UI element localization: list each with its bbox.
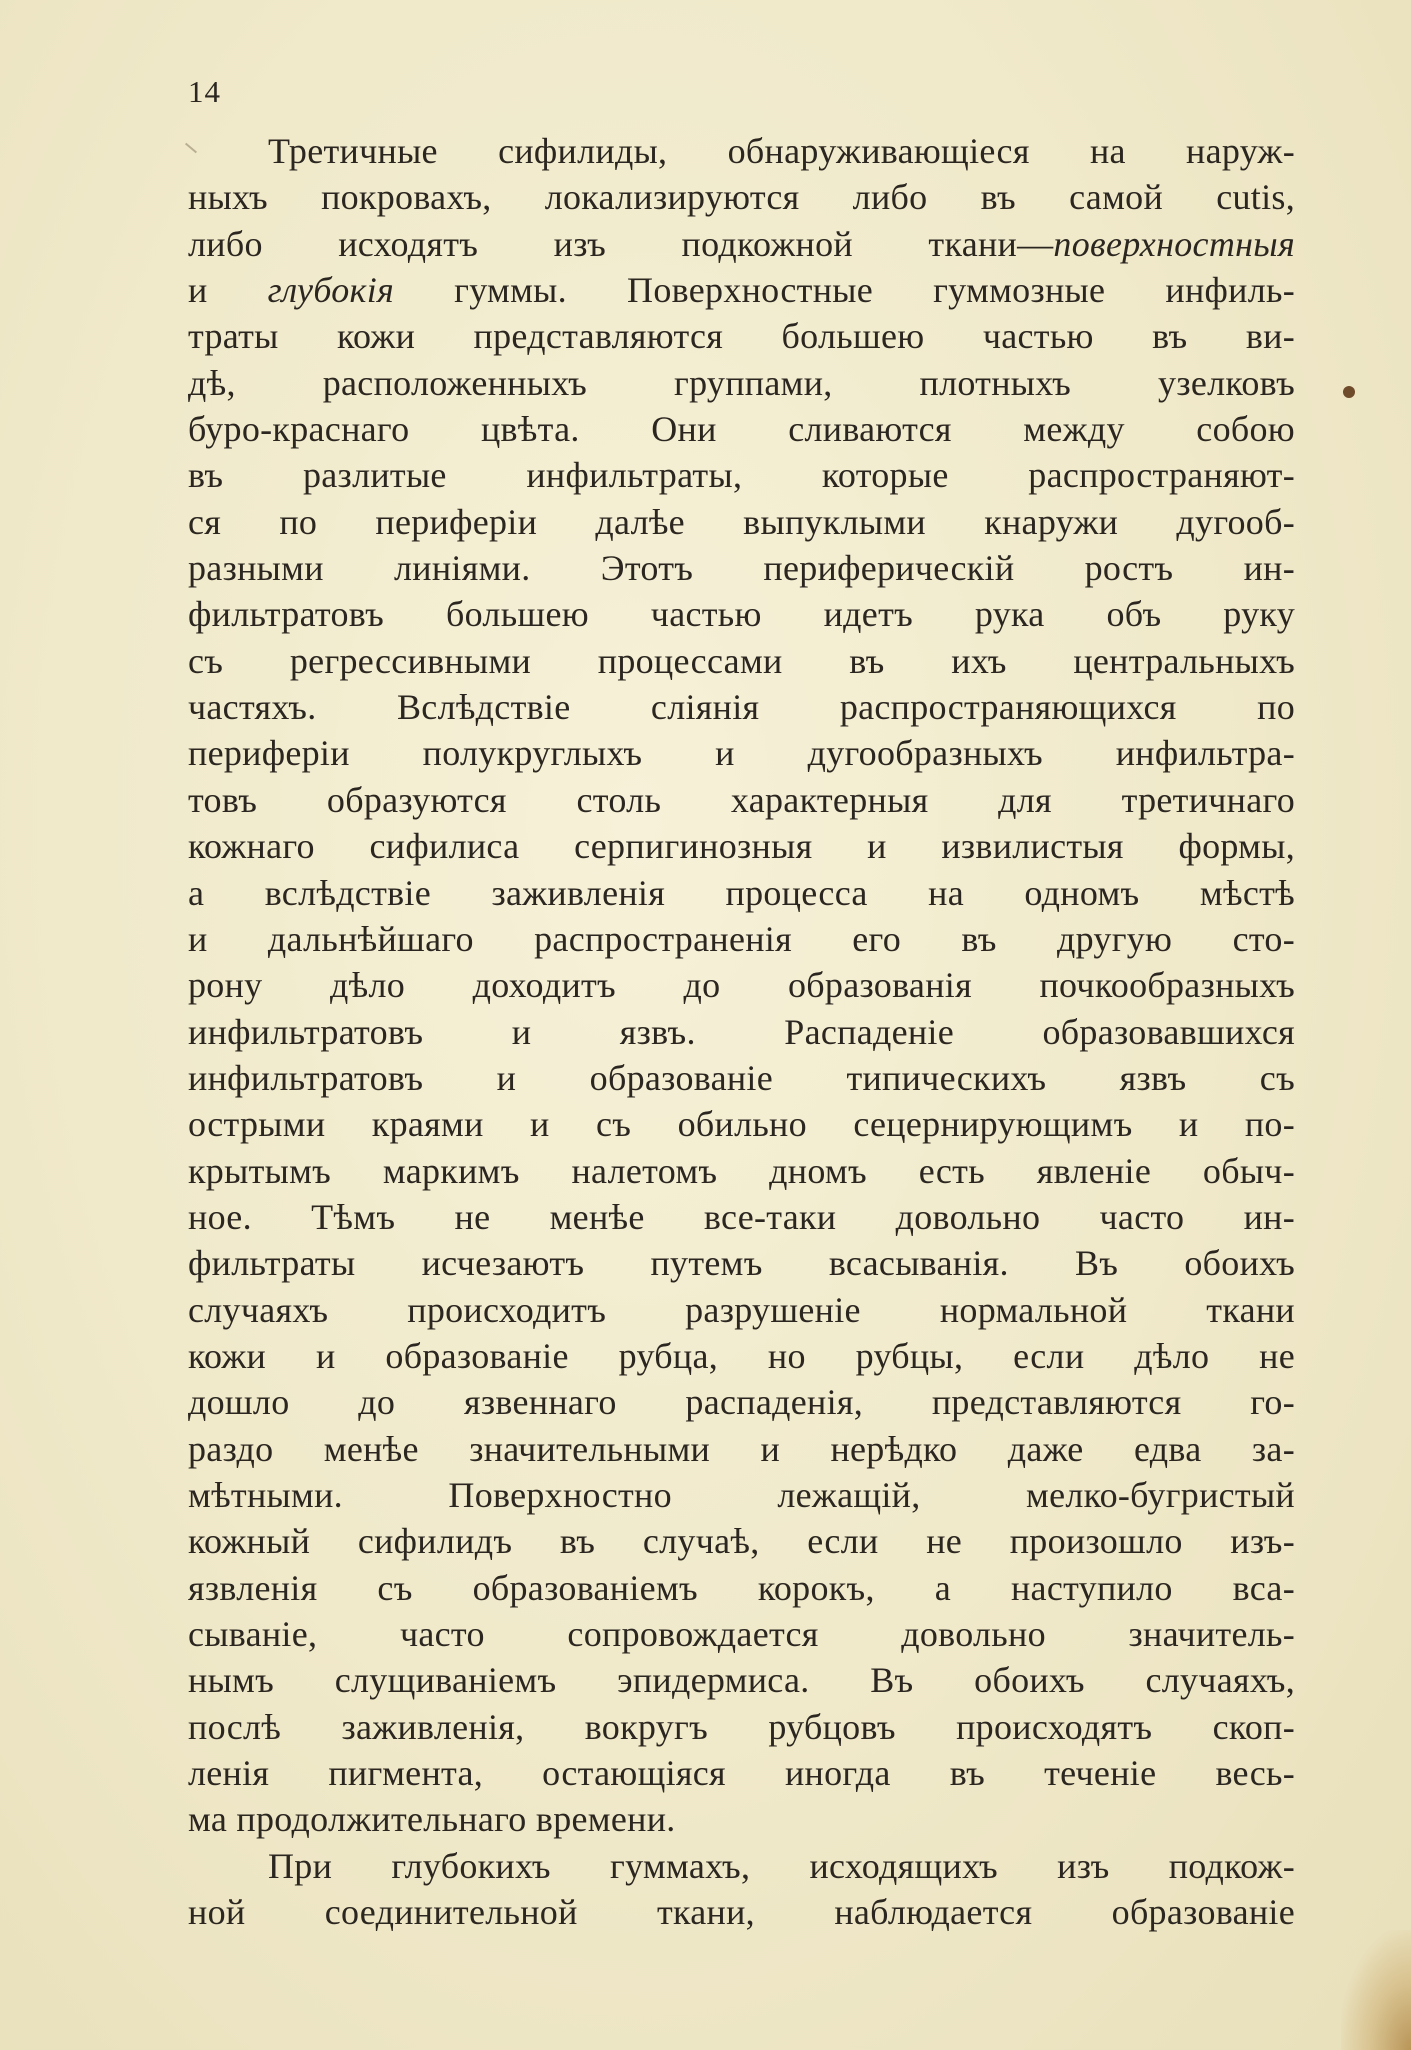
text-line: кожный сифилидъ въ случаѣ, если не произошло изъ- bbox=[188, 1521, 1295, 1562]
text-line bbox=[188, 267, 1295, 313]
italic-term: поверхностныя bbox=[1053, 223, 1295, 264]
text-fragment: гуммы. Поверхностные гуммозные инфиль- bbox=[394, 270, 1295, 311]
text-line: рону дѣло доходитъ до образованія почкообразныхъ bbox=[188, 965, 1295, 1006]
text-fragment: и bbox=[188, 270, 268, 311]
text-line: крытымъ маркимъ налетомъ дномъ есть явленіе обыч- bbox=[188, 1150, 1295, 1191]
ink-spot bbox=[1343, 386, 1355, 398]
text-line: дошло до язвеннаго распаденія, представляются го- bbox=[188, 1382, 1295, 1423]
text-line: случаяхъ происходитъ разрушеніе нормальной ткани bbox=[188, 1289, 1295, 1330]
text-line: ное. Тѣмъ не менѣе все-таки довольно часто ин- bbox=[188, 1196, 1295, 1237]
text-line: При глубокихъ гуммахъ, исходящихъ изъ подкож- bbox=[268, 1845, 1295, 1886]
body-text bbox=[188, 128, 1295, 1935]
text-line: инфильтратовъ и образованіе типическихъ язвъ съ bbox=[188, 1057, 1295, 1098]
text-line bbox=[188, 221, 1295, 267]
text-line: ныхъ покровахъ, локализируются либо въ самой cutis, bbox=[188, 177, 1295, 218]
text-line: буро-краснаго цвѣта. Они сливаются между собою bbox=[188, 409, 1295, 450]
text-line: мѣтными. Поверхностно лежащій, мелко-бугристый bbox=[188, 1474, 1295, 1515]
text-line: сываніе, часто сопровождается довольно значитель- bbox=[188, 1614, 1295, 1654]
text-line: нымъ слущиваніемъ эпидермиса. Въ обоихъ случаяхъ, bbox=[188, 1660, 1295, 1701]
text-line: разными линіями. Этотъ периферическій ростъ ин- bbox=[188, 548, 1295, 589]
text-line: кожи и образованіе рубца, но рубцы, если дѣло не bbox=[188, 1335, 1295, 1376]
corner-stain bbox=[1341, 1930, 1411, 2050]
text-line: ся по периферіи далѣе выпуклыми кнаружи дугооб- bbox=[188, 501, 1295, 542]
text-line: ной соединительной ткани, наблюдается образованіе bbox=[188, 1892, 1295, 1933]
italic-term: глубокія bbox=[267, 270, 395, 311]
text-line: въ разлитые инфильтраты, которые распространяют- bbox=[188, 455, 1295, 496]
text-line: ма продолжительнаго времени. bbox=[188, 1799, 676, 1840]
text-line: периферіи полукруглыхъ и дугообразныхъ инфильтра- bbox=[188, 733, 1295, 774]
text-line: Третичные сифилиды, обнаруживающіеся на наруж- bbox=[268, 131, 1295, 171]
text-fragment: либо исходятъ изъ подкожной ткани— bbox=[188, 223, 1054, 264]
text-line: частяхъ. Вслѣдствіе сліянія распространяющихся по bbox=[188, 687, 1295, 728]
text-line: инфильтратовъ и язвъ. Распаденіе образовавшихся bbox=[188, 1011, 1295, 1052]
text-line: ленія пигмента, остающіяся иногда въ теченіе весь- bbox=[188, 1753, 1295, 1794]
text-line: дѣ, расположенныхъ группами, плотныхъ узелковъ bbox=[188, 362, 1295, 403]
text-line: товъ образуются столь характерныя для третичнаго bbox=[188, 779, 1295, 820]
text-line: фильтратовъ большею частью идетъ рука объ руку bbox=[188, 594, 1295, 635]
text-line: траты кожи представляются большею частью въ ви- bbox=[188, 316, 1295, 357]
text-line: фильтраты исчезаютъ путемъ всасыванія. Въ обоихъ bbox=[188, 1243, 1295, 1284]
text-line: и дальнѣйшаго распространенія его въ другую сто- bbox=[188, 918, 1295, 959]
text-line: послѣ заживленія, вокругъ рубцовъ происходятъ скоп- bbox=[188, 1706, 1295, 1747]
text-line: кожнаго сифилиса серпигинозныя и извилистыя формы, bbox=[188, 826, 1295, 867]
text-line: язвленія съ образованіемъ корокъ, а наступило вса- bbox=[188, 1567, 1295, 1608]
text-line: а вслѣдствіе заживленія процесса на одномъ мѣстѣ bbox=[188, 872, 1295, 913]
text-line: съ регрессивными процессами въ ихъ центральныхъ bbox=[188, 640, 1295, 681]
text-line: острыми краями и съ обильно сецернирующимъ и по- bbox=[188, 1104, 1295, 1145]
page-number: 14 bbox=[188, 74, 221, 109]
text-line: раздо менѣе значительными и нерѣдко даже едва за- bbox=[188, 1428, 1295, 1469]
